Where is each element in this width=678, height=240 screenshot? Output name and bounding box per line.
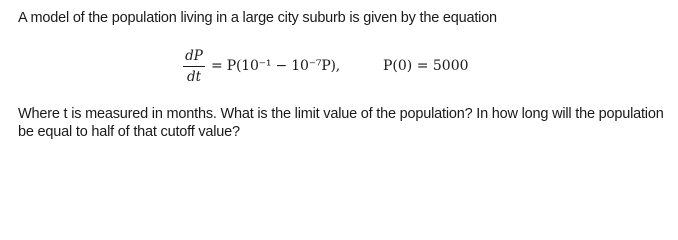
fraction-bar	[183, 66, 205, 67]
derivative-fraction	[183, 48, 205, 85]
fraction-denominator: dt	[186, 68, 202, 85]
equation-right-side: = P(10⁻¹ − 10⁻⁷P),	[211, 58, 341, 74]
fraction-numerator: dP	[185, 47, 203, 64]
differential-equation	[183, 44, 340, 88]
initial-condition: P(0) = 5000	[383, 58, 469, 74]
intro-text: A model of the population living in a large city suburb is given by the equation	[18, 10, 497, 26]
question-text: Where t is measured in months. What is the limit value of the population? In how long will the population be equal to half of that cutoff value?	[18, 106, 664, 140]
